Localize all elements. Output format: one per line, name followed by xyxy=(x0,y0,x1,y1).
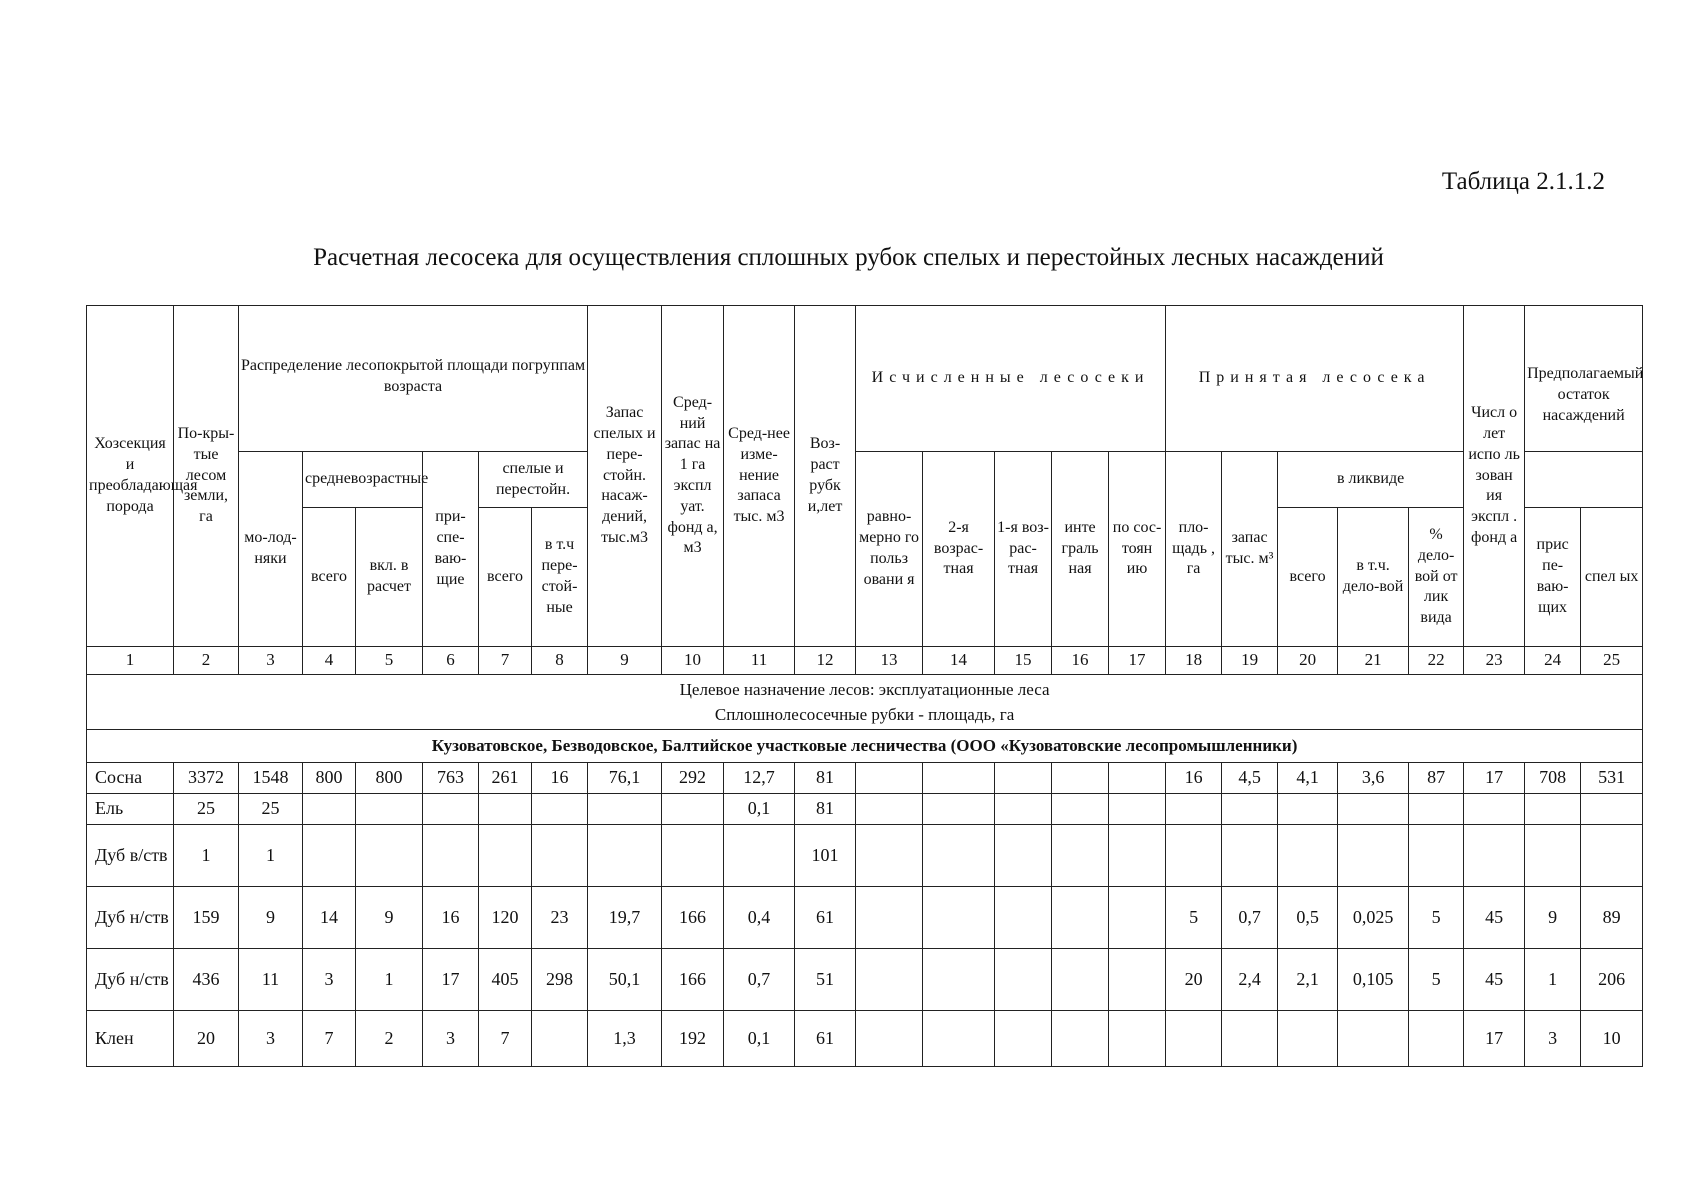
column-number: 19 xyxy=(1222,647,1278,675)
header-by-condition: по сос-тоян ию xyxy=(1109,452,1166,647)
column-number: 7 xyxy=(479,647,532,675)
value-cell xyxy=(856,763,923,794)
value-cell: 0,1 xyxy=(724,794,795,825)
column-number: 3 xyxy=(239,647,303,675)
species-cell: Дуб в/ств xyxy=(87,825,174,887)
value-cell: 166 xyxy=(662,949,724,1011)
table-row xyxy=(87,887,1643,949)
value-cell: 166 xyxy=(662,887,724,949)
value-cell xyxy=(995,763,1052,794)
value-cell xyxy=(479,825,532,887)
value-cell: 7 xyxy=(303,1011,356,1067)
value-cell: 12,7 xyxy=(724,763,795,794)
value-cell xyxy=(1222,1011,1278,1067)
value-cell xyxy=(1222,794,1278,825)
header-liquid-business: в т.ч. дело-вой xyxy=(1338,508,1409,647)
value-cell xyxy=(1278,794,1338,825)
header-cutting-age: Воз-раст рубк и,лет xyxy=(795,306,856,647)
value-cell xyxy=(1464,825,1525,887)
table-row xyxy=(87,794,1643,825)
value-cell xyxy=(856,825,923,887)
header-accepted-cut: Принятая лесосека xyxy=(1166,306,1464,452)
value-cell: 1 xyxy=(174,825,239,887)
value-cell xyxy=(995,794,1052,825)
value-cell: 81 xyxy=(795,794,856,825)
value-cell xyxy=(1052,763,1109,794)
value-cell: 89 xyxy=(1581,887,1643,949)
value-cell xyxy=(1409,825,1464,887)
header-ripe-total: всего xyxy=(479,508,532,647)
value-cell: 0,7 xyxy=(1222,887,1278,949)
value-cell xyxy=(588,825,662,887)
species-cell: Дуб н/ств xyxy=(87,949,174,1011)
value-cell: 61 xyxy=(795,1011,856,1067)
value-cell xyxy=(995,1011,1052,1067)
value-cell xyxy=(423,794,479,825)
header-remaining-stands: Предполагаемый остаток насаждений xyxy=(1525,306,1643,452)
value-cell: 101 xyxy=(795,825,856,887)
value-cell: 0,025 xyxy=(1338,887,1409,949)
value-cell xyxy=(532,825,588,887)
column-number: 22 xyxy=(1409,647,1464,675)
column-number: 9 xyxy=(588,647,662,675)
column-number: 6 xyxy=(423,647,479,675)
header-age-distribution: Распределение лесопокрытой площади погруппам возраста xyxy=(239,306,588,452)
value-cell: 1 xyxy=(239,825,303,887)
value-cell xyxy=(1409,1011,1464,1067)
header-liquid-total: всего xyxy=(1278,508,1338,647)
value-cell: 10 xyxy=(1581,1011,1643,1067)
header-middle-included: вкл. в расчет xyxy=(356,508,423,647)
header-remaining-spacer xyxy=(1525,452,1643,508)
column-number: 4 xyxy=(303,647,356,675)
value-cell xyxy=(1338,825,1409,887)
column-number: 1 xyxy=(87,647,174,675)
data-rows xyxy=(87,763,1643,1067)
value-cell: 81 xyxy=(795,763,856,794)
value-cell xyxy=(588,794,662,825)
value-cell: 19,7 xyxy=(588,887,662,949)
table-row xyxy=(87,763,1643,794)
column-number: 20 xyxy=(1278,647,1338,675)
value-cell xyxy=(856,1011,923,1067)
value-cell xyxy=(856,949,923,1011)
value-cell: 20 xyxy=(1166,949,1222,1011)
value-cell: 1,3 xyxy=(588,1011,662,1067)
value-cell xyxy=(1581,825,1643,887)
value-cell xyxy=(1109,887,1166,949)
column-number: 5 xyxy=(356,647,423,675)
value-cell xyxy=(532,1011,588,1067)
header-integral: инте граль ная xyxy=(1052,452,1109,647)
value-cell xyxy=(1109,794,1166,825)
value-cell xyxy=(923,825,995,887)
value-cell: 120 xyxy=(479,887,532,949)
header-ripe-stock: Запас спелых и пере-стойн. насаж-дений, тыс.м3 xyxy=(588,306,662,647)
value-cell xyxy=(1166,794,1222,825)
value-cell xyxy=(356,794,423,825)
column-number: 13 xyxy=(856,647,923,675)
value-cell: 7 xyxy=(479,1011,532,1067)
value-cell xyxy=(1052,887,1109,949)
value-cell: 9 xyxy=(239,887,303,949)
value-cell: 4,5 xyxy=(1222,763,1278,794)
value-cell: 2 xyxy=(356,1011,423,1067)
document-title: Расчетная лесосека для осуществления сплошных рубок спелых и перестойных лесных насаждений xyxy=(313,244,1384,271)
column-number: 24 xyxy=(1525,647,1581,675)
value-cell: 16 xyxy=(423,887,479,949)
value-cell: 159 xyxy=(174,887,239,949)
value-cell xyxy=(923,887,995,949)
value-cell xyxy=(1109,1011,1166,1067)
value-cell: 206 xyxy=(1581,949,1643,1011)
value-cell: 1 xyxy=(1525,949,1581,1011)
value-cell: 16 xyxy=(532,763,588,794)
species-cell: Клен xyxy=(87,1011,174,1067)
value-cell: 0,5 xyxy=(1278,887,1338,949)
value-cell xyxy=(662,825,724,887)
column-number: 16 xyxy=(1052,647,1109,675)
column-number: 23 xyxy=(1464,647,1525,675)
value-cell xyxy=(724,825,795,887)
value-cell: 9 xyxy=(1525,887,1581,949)
header-overripe: в т.ч пере-стой-ные xyxy=(532,508,588,647)
header-young: мо-лод-няки xyxy=(239,452,303,647)
value-cell: 4,1 xyxy=(1278,763,1338,794)
value-cell: 261 xyxy=(479,763,532,794)
header-maturing: при-спе-ваю-щие xyxy=(423,452,479,647)
table-row xyxy=(87,1011,1643,1067)
value-cell xyxy=(995,949,1052,1011)
value-cell: 14 xyxy=(303,887,356,949)
column-number: 8 xyxy=(532,647,588,675)
header-second-age: 2-я возрас-тная xyxy=(923,452,995,647)
value-cell: 25 xyxy=(239,794,303,825)
value-cell xyxy=(923,949,995,1011)
table-row xyxy=(87,949,1643,1011)
value-cell: 708 xyxy=(1525,763,1581,794)
value-cell: 3372 xyxy=(174,763,239,794)
value-cell xyxy=(1109,825,1166,887)
value-cell xyxy=(303,794,356,825)
header-forest-section: Хозсекция и преобладающая порода xyxy=(87,306,174,647)
header-liquid: в ликвиде xyxy=(1278,452,1464,508)
column-number: 2 xyxy=(174,647,239,675)
value-cell xyxy=(1338,794,1409,825)
value-cell: 17 xyxy=(1464,1011,1525,1067)
value-cell: 405 xyxy=(479,949,532,1011)
header-ripe-overripe: спелые и перестойн. xyxy=(479,452,588,508)
value-cell: 0,105 xyxy=(1338,949,1409,1011)
header-business-percent: % дело-вой от лик вида xyxy=(1409,508,1464,647)
value-cell xyxy=(303,825,356,887)
column-number: 12 xyxy=(795,647,856,675)
value-cell xyxy=(1109,949,1166,1011)
value-cell: 298 xyxy=(532,949,588,1011)
value-cell xyxy=(356,825,423,887)
section-title: Кузоватовское, Безводовское, Балтийское участковые лесничества (ООО «Кузоватовские лесопромышленники) xyxy=(87,730,1643,763)
value-cell xyxy=(1525,794,1581,825)
value-cell xyxy=(1278,825,1338,887)
header-stock-change: Сред-нее изме-нение запаса тыс. м3 xyxy=(724,306,795,647)
value-cell: 763 xyxy=(423,763,479,794)
header-middle-aged: средневозрастные xyxy=(303,452,423,508)
value-cell: 0,1 xyxy=(724,1011,795,1067)
purpose-cell xyxy=(87,675,1643,730)
value-cell: 5 xyxy=(1409,949,1464,1011)
value-cell: 25 xyxy=(174,794,239,825)
header-uniform-use: равно-мерно го польз овани я xyxy=(856,452,923,647)
header-years-of-use: Числ о лет испо ль зован ия экспл . фонд а xyxy=(1464,306,1525,647)
value-cell xyxy=(856,794,923,825)
value-cell xyxy=(662,794,724,825)
column-number: 18 xyxy=(1166,647,1222,675)
value-cell: 23 xyxy=(532,887,588,949)
value-cell: 76,1 xyxy=(588,763,662,794)
column-number: 21 xyxy=(1338,647,1409,675)
table-number-label: Таблица 2.1.1.2 xyxy=(1441,168,1605,195)
value-cell xyxy=(1338,1011,1409,1067)
value-cell xyxy=(1166,825,1222,887)
value-cell xyxy=(1052,794,1109,825)
header-remaining-ripe: спел ых xyxy=(1581,508,1643,647)
column-number-row xyxy=(87,647,1643,675)
value-cell xyxy=(923,763,995,794)
value-cell xyxy=(1278,1011,1338,1067)
header-middle-total: всего xyxy=(303,508,356,647)
value-cell: 16 xyxy=(1166,763,1222,794)
value-cell: 0,4 xyxy=(724,887,795,949)
value-cell: 87 xyxy=(1409,763,1464,794)
value-cell xyxy=(923,1011,995,1067)
column-number: 10 xyxy=(662,647,724,675)
column-number: 15 xyxy=(995,647,1052,675)
value-cell: 5 xyxy=(1409,887,1464,949)
allowable-cut-table xyxy=(86,305,1643,1067)
header-calculated-cuts: Исчисленные лесосеки xyxy=(856,306,1166,452)
value-cell: 45 xyxy=(1464,949,1525,1011)
value-cell: 531 xyxy=(1581,763,1643,794)
value-cell: 45 xyxy=(1464,887,1525,949)
value-cell: 50,1 xyxy=(588,949,662,1011)
value-cell xyxy=(1166,1011,1222,1067)
value-cell: 5 xyxy=(1166,887,1222,949)
value-cell xyxy=(1525,825,1581,887)
header-area: пло-щадь , га xyxy=(1166,452,1222,647)
value-cell: 800 xyxy=(303,763,356,794)
value-cell: 2,1 xyxy=(1278,949,1338,1011)
value-cell xyxy=(995,825,1052,887)
value-cell xyxy=(423,825,479,887)
value-cell xyxy=(1109,763,1166,794)
value-cell: 3 xyxy=(1525,1011,1581,1067)
table-row xyxy=(87,825,1643,887)
value-cell xyxy=(923,794,995,825)
value-cell: 61 xyxy=(795,887,856,949)
species-cell: Дуб н/ств xyxy=(87,887,174,949)
header-stock: запас тыс. м³ xyxy=(1222,452,1278,647)
value-cell: 3 xyxy=(239,1011,303,1067)
value-cell: 11 xyxy=(239,949,303,1011)
value-cell: 3 xyxy=(303,949,356,1011)
value-cell xyxy=(1052,949,1109,1011)
species-cell: Сосна xyxy=(87,763,174,794)
value-cell xyxy=(1052,825,1109,887)
value-cell xyxy=(532,794,588,825)
column-number: 17 xyxy=(1109,647,1166,675)
value-cell: 3,6 xyxy=(1338,763,1409,794)
value-cell xyxy=(856,887,923,949)
value-cell xyxy=(1409,794,1464,825)
column-number: 11 xyxy=(724,647,795,675)
value-cell: 9 xyxy=(356,887,423,949)
value-cell: 800 xyxy=(356,763,423,794)
value-cell: 17 xyxy=(423,949,479,1011)
header-average-stock: Сред-ний запас на 1 га экспл уат. фонд а, м3 xyxy=(662,306,724,647)
value-cell: 0,7 xyxy=(724,949,795,1011)
value-cell: 292 xyxy=(662,763,724,794)
value-cell xyxy=(1464,794,1525,825)
header-first-age: 1-я воз-рас-тная xyxy=(995,452,1052,647)
value-cell: 3 xyxy=(423,1011,479,1067)
value-cell xyxy=(1222,825,1278,887)
species-cell: Ель xyxy=(87,794,174,825)
value-cell xyxy=(479,794,532,825)
value-cell xyxy=(1581,794,1643,825)
value-cell: 436 xyxy=(174,949,239,1011)
header-remaining-maturing: прис пе-ваю-щих xyxy=(1525,508,1581,647)
column-number: 25 xyxy=(1581,647,1643,675)
value-cell: 2,4 xyxy=(1222,949,1278,1011)
value-cell: 192 xyxy=(662,1011,724,1067)
value-cell: 17 xyxy=(1464,763,1525,794)
purpose-line: Целевое назначение лесов: эксплуатационные леса xyxy=(679,679,1050,699)
value-cell: 51 xyxy=(795,949,856,1011)
value-cell: 20 xyxy=(174,1011,239,1067)
value-cell: 1548 xyxy=(239,763,303,794)
column-number: 14 xyxy=(923,647,995,675)
value-cell xyxy=(1052,1011,1109,1067)
value-cell: 1 xyxy=(356,949,423,1011)
header-forested-area: По-кры-тые лесом земли, га xyxy=(174,306,239,647)
value-cell xyxy=(995,887,1052,949)
cut-type-line: Сплошнолесосечные рубки - площадь, га xyxy=(714,705,1015,724)
